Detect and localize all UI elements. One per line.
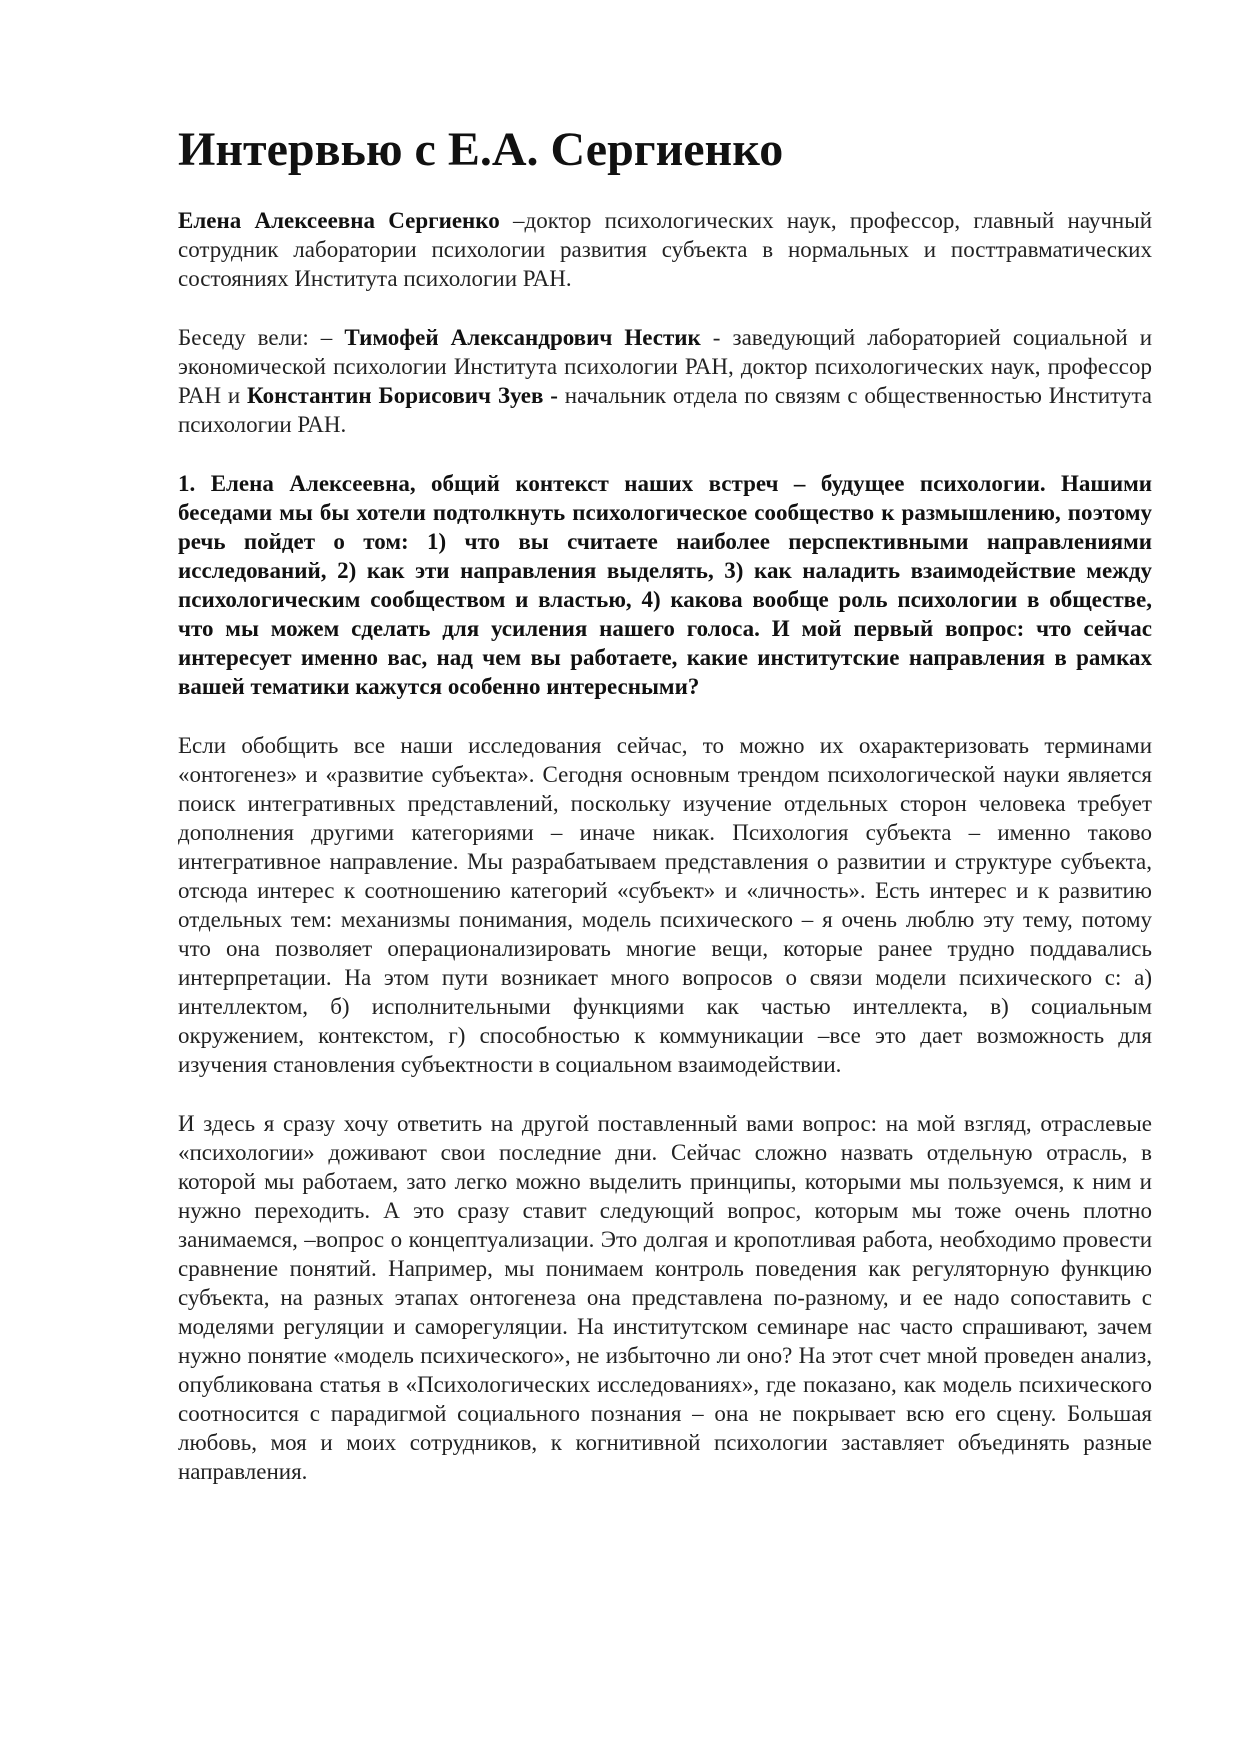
interviewer-name-1: Тимофей Александрович Нестик <box>344 325 701 350</box>
document-title: Интервью с Е.А. Сергиенко <box>178 123 784 176</box>
interviewers-paragraph <box>178 323 1152 439</box>
answer-1-paragraph-1: Если обобщить все наши исследования сейчас, то можно их охарактеризовать терминами «онтогенез» и «развитие субъекта». Сегодня основным трендом психологической науки является поиск интегративных представлений, поскольку изучение отдельных сторон человека требует дополнения другими категориями – иначе никак. Психология субъекта – именно таково интегративное направление. Мы разрабатываем представления о развитии и структуре субъекта, отсюда интерес к соотношению категорий «субъект» и «личность». Есть интерес и к развитию отдельных тем: механизмы понимания, модель психического – я очень люблю эту тему, потому что она позволяет операционализировать многие вещи, которые ранее трудно поддавались интерпретации. На этом пути возникает много вопросов о связи модели психического с: а) интеллектом, б) исполнительными функциями как частью интеллекта, в) социальным окружением, контекстом, г) способностью к коммуникации –все это дает возможность для изучения становления субъектности в социальном взаимодействии. <box>178 733 1152 1077</box>
intro-name: Елена Алексеевна Сергиенко <box>178 208 500 233</box>
answer-1-paragraph-2: И здесь я сразу хочу ответить на другой поставленный вами вопрос: на мой взгляд, отраслевые «психологии» доживают свои последние дни. Сейчас сложно назвать отдельную отрасль, в которой мы работаем, зато легко можно выделить принципы, которыми мы пользуемся, к ним и нужно переходить. А это сразу ставит следующий вопрос, которым мы тоже очень плотно занимаемся, –вопрос о концептуализации. Это долгая и кропотливая работа, необходимо провести сравнение понятий. Например, мы понимаем контроль поведения как регуляторную функцию субъекта, на разных этапах онтогенеза она представлена по-разному, и ее надо сопоставить с моделями регуляции и саморегуляции. На институтском семинаре нас часто спрашивают, зачем нужно понятие «модель психического», не избыточно ли оно? На этот счет мной проведен анализ, опубликована статья в «Психологических исследованиях», где показано, как модель психического соотносится с парадигмой социального познания – она не покрывает всю его сцену. Большая любовь, моя и моих сотрудников, к когнитивной психологии заставляет объединять разные направления. <box>178 1111 1152 1484</box>
interviewer-text-2: начальник отдела по связям с общественностью Института психологии РАН. <box>178 383 1152 437</box>
document-page <box>178 118 1152 1516</box>
interviewer-name-2: Константин Борисович Зуев - <box>247 383 558 408</box>
intro-paragraph <box>178 206 1152 293</box>
interviewer-text-1: - заведующий лабораторией социальной и экономической психологии Института психологии РАН, доктор психологических наук, профессор РАН и <box>178 325 1153 408</box>
interviewers-prefix: Беседу вели: – <box>178 325 345 350</box>
question-1: 1. Елена Алексеевна, общий контекст наших встреч – будущее психологии. Нашими беседами мы бы хотели подтолкнуть психологическое сообщество к размышлению, поэтому речь пойдет о том: 1) что вы считаете наиболее перспективными направлениями исследований, 2) как эти направления выделять, 3) как наладить взаимодействие между психологическим сообществом и властью, 4) какова вообще роль психологии в обществе, что мы можем сделать для усиления нашего голоса. И мой первый вопрос: что сейчас интересует именно вас, над чем вы работаете, какие институтские направления в рамках вашей тематики кажутся особенно интересными? <box>178 471 1152 699</box>
intro-text: –доктор психологических наук, профессор, главный научный сотрудник лаборатории психологии развития субъекта в нормальных и посттравматических состояниях Института психологии РАН. <box>178 208 1153 291</box>
